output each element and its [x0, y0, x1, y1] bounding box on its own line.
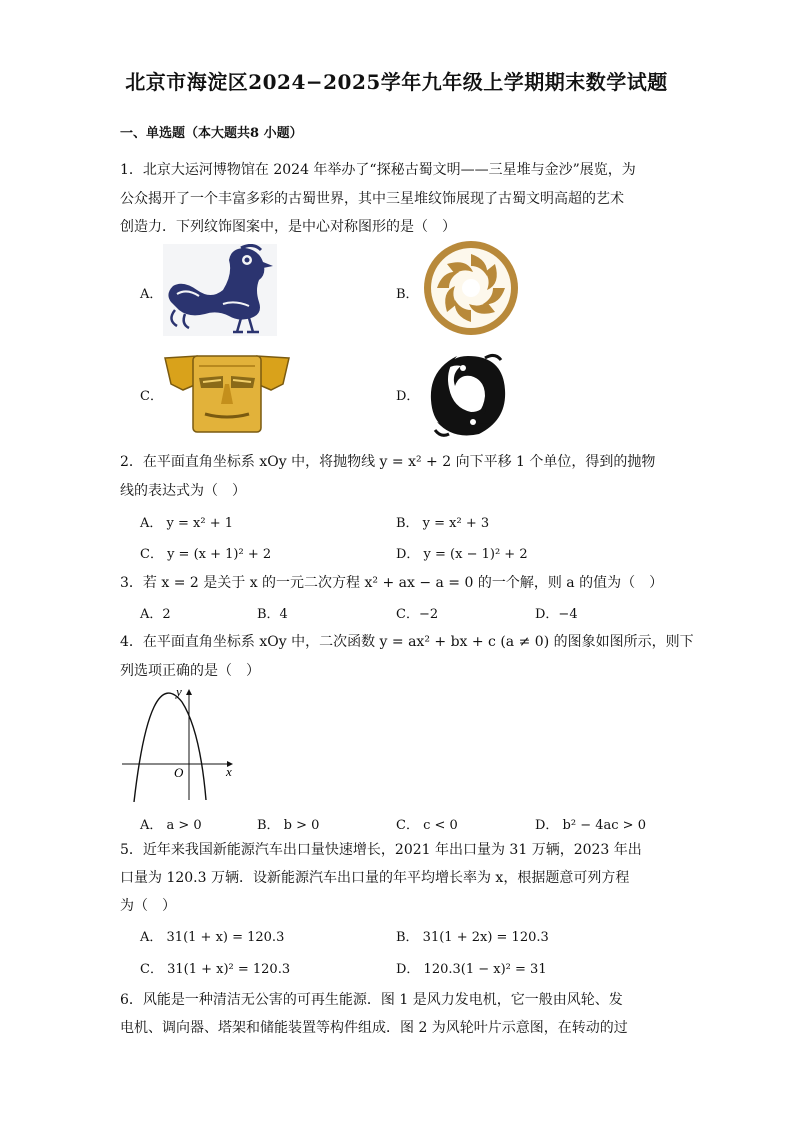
q1-option-b-label[interactable]: B． [396, 287, 419, 302]
q3-line-1: 3．若 x = 2 是关于 x 的一元二次方程 x² + ax − a = 0 的一个解，则 a 的值为（ ） [120, 575, 664, 591]
gold-mask-image[interactable] [163, 354, 291, 434]
q3-option-a[interactable]: A．2 [140, 607, 171, 622]
q1-line-3: 创造力．下列纹饰图案中，是中心对称图形的是（ ） [120, 219, 456, 235]
q1-option-a-label[interactable]: A． [140, 287, 163, 302]
q4-line-1: 4．在平面直角坐标系 xOy 中，二次函数 y = ax² + bx + c (a ≠ 0) 的图象如图所示，则下 [120, 634, 694, 650]
q5-option-b[interactable]: B． 31(1 + 2x) = 120.3 [396, 930, 549, 945]
q3-option-c[interactable]: C．−2 [396, 607, 439, 622]
q1-option-d-label[interactable]: D． [396, 389, 420, 404]
q3-option-d[interactable]: D．−4 [535, 607, 578, 622]
q2-option-d[interactable]: D． y = (x − 1)² + 2 [396, 547, 528, 562]
q5-line-1: 5．近年来我国新能源汽车出口量快速增长，2021 年出口量为 31 万辆，2023 年出 [120, 842, 642, 858]
sun-bird-disc-image[interactable] [423, 240, 519, 336]
q5-option-d[interactable]: D． 120.3(1 − x)² = 31 [396, 962, 547, 977]
x-axis-label: x [226, 764, 232, 779]
y-axis-label: y [176, 684, 182, 699]
section-heading: 一、单选题（本大题共8 小题） [120, 126, 303, 141]
q2-option-a[interactable]: A． y = x² + 1 [140, 516, 233, 531]
dragon-pattern-image[interactable] [423, 350, 513, 440]
q4-option-d[interactable]: D． b² − 4ac > 0 [535, 818, 646, 833]
q2-line-1: 2．在平面直角坐标系 xOy 中，将抛物线 y = x² + 2 向下平移 1 个单位，得到的抛物 [120, 454, 656, 470]
bird-pattern-image[interactable] [163, 244, 277, 336]
q4-option-c[interactable]: C． c < 0 [396, 818, 458, 833]
q2-line-2: 线的表达式为（ ） [120, 483, 246, 499]
q6-line-2: 电机、调向器、塔架和储能装置等构件组成．图 2 为风轮叶片示意图，在转动的过 [120, 1020, 628, 1036]
origin-label: O [174, 765, 184, 780]
q5-line-2: 口量为 120.3 万辆．设新能源汽车出口量的年平均增长率为 x，根据题意可列方程 [120, 870, 630, 886]
q4-option-a[interactable]: A． a > 0 [140, 818, 202, 833]
q1-line-1: 1．北京大运河博物馆在 2024 年举办了“探秘古蜀文明——三星堆与金沙”展览，为 [120, 162, 636, 178]
parabola-curve [134, 693, 206, 802]
q5-option-a[interactable]: A． 31(1 + x) = 120.3 [140, 930, 285, 945]
q6-line-1: 6．风能是一种清洁无公害的可再生能源．图 1 是风力发电机，它一般由风轮、发 [120, 992, 623, 1008]
page-title: 北京市海淀区2024−2025学年九年级上学期期末数学试题 [125, 70, 668, 94]
q2-option-c[interactable]: C． y = (x + 1)² + 2 [140, 547, 272, 562]
parabola-graph [120, 684, 242, 802]
q5-line-3: 为（ ） [120, 898, 176, 914]
q3-option-b[interactable]: B．4 [257, 607, 288, 622]
q4-line-2: 列选项正确的是（ ） [120, 663, 260, 679]
q1-option-c-label[interactable]: C． [140, 389, 163, 404]
q1-line-2: 公众揭开了一个丰富多彩的古蜀世界，其中三星堆纹饰展现了古蜀文明高超的艺术 [120, 191, 624, 207]
q5-option-c[interactable]: C． 31(1 + x)² = 120.3 [140, 962, 291, 977]
q4-option-b[interactable]: B． b > 0 [257, 818, 320, 833]
q2-option-b[interactable]: B． y = x² + 3 [396, 516, 490, 531]
